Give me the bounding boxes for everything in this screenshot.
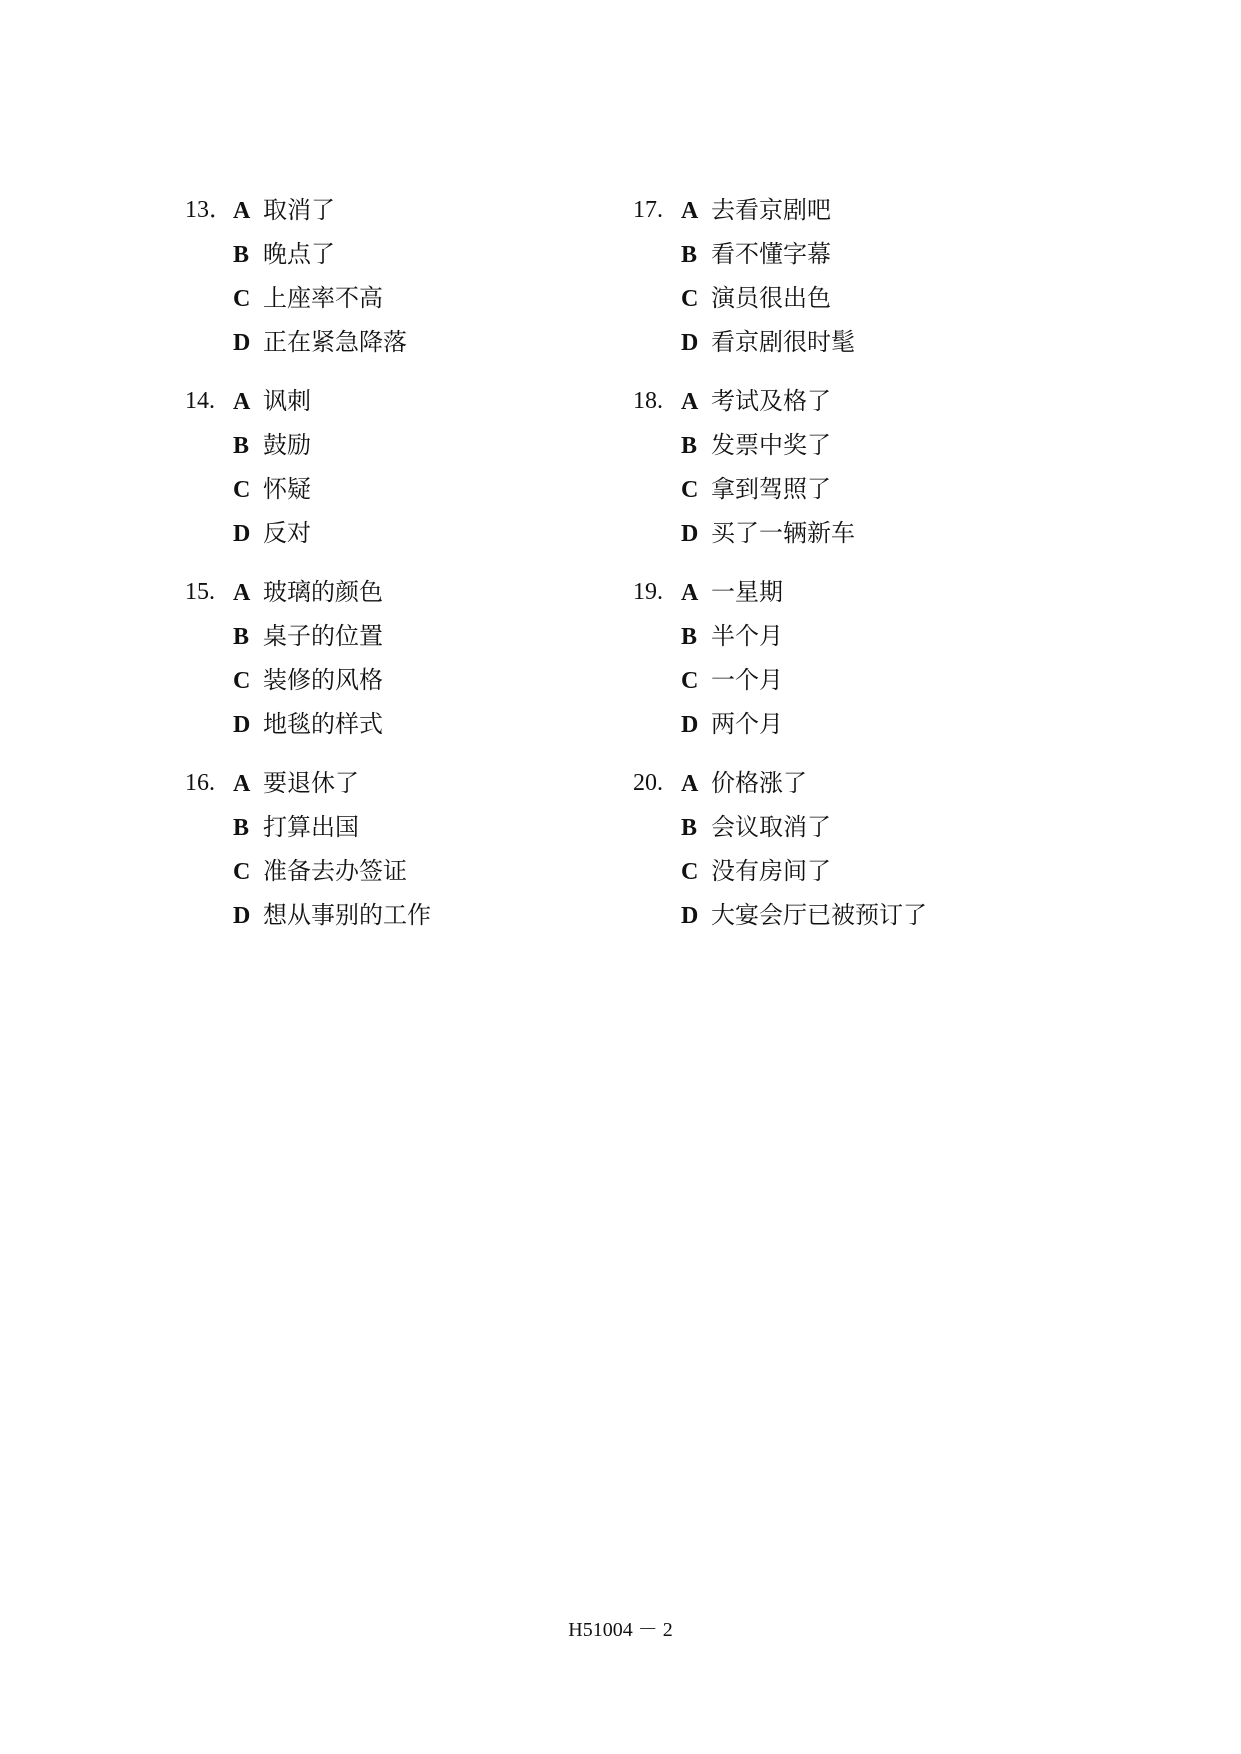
page-footer: H51004 － 2 xyxy=(568,1619,673,1641)
option-a xyxy=(681,763,807,803)
option-text: 两个月 xyxy=(711,710,783,738)
option-letter: D xyxy=(233,330,251,356)
option-letter: C xyxy=(681,668,699,694)
option-c xyxy=(681,278,831,318)
question-number: 17. xyxy=(633,197,663,223)
option-a xyxy=(233,381,311,421)
option-letter: D xyxy=(681,521,699,547)
option-letter: D xyxy=(233,712,251,738)
option-letter: C xyxy=(233,477,251,503)
option-text: 演员很出色 xyxy=(711,284,831,312)
option-text: 打算出国 xyxy=(263,813,359,841)
option-letter: C xyxy=(681,859,699,885)
option-letter: A xyxy=(681,771,699,797)
option-text: 看不懂字幕 xyxy=(711,240,831,268)
question-number: 16. xyxy=(185,770,215,796)
option-letter: B xyxy=(681,242,698,268)
question-number: 20. xyxy=(633,770,663,796)
option-text: 看京剧很时髦 xyxy=(711,328,855,356)
option-d xyxy=(681,704,783,744)
option-a xyxy=(233,572,383,612)
option-letter: B xyxy=(233,815,250,841)
option-text: 发票中奖了 xyxy=(711,431,831,459)
option-text: 半个月 xyxy=(711,622,783,650)
option-letter: A xyxy=(233,198,251,224)
option-text: 取消了 xyxy=(263,196,335,224)
option-letter: A xyxy=(681,198,699,224)
option-a xyxy=(681,572,783,612)
question-number: 19. xyxy=(633,579,663,605)
option-a xyxy=(681,190,831,230)
option-b xyxy=(681,234,831,274)
question-number: 18. xyxy=(633,388,663,414)
option-text: 讽刺 xyxy=(263,387,311,415)
option-b xyxy=(233,425,311,465)
option-text: 上座率不高 xyxy=(263,284,383,312)
option-letter: A xyxy=(681,580,699,606)
option-b xyxy=(233,234,335,274)
option-a xyxy=(233,763,359,803)
option-text: 反对 xyxy=(263,519,311,547)
option-letter: C xyxy=(233,859,251,885)
option-b xyxy=(681,616,783,656)
option-text: 一个月 xyxy=(711,666,783,694)
option-text: 准备去办签证 xyxy=(263,857,407,885)
option-c xyxy=(233,278,383,318)
option-d xyxy=(233,513,311,553)
option-c xyxy=(233,660,383,700)
option-letter: D xyxy=(233,903,251,929)
option-letter: D xyxy=(233,521,251,547)
option-letter: C xyxy=(233,668,251,694)
option-c xyxy=(681,851,831,891)
option-text: 装修的风格 xyxy=(263,666,383,694)
option-letter: A xyxy=(233,389,251,415)
option-text: 没有房间了 xyxy=(711,857,831,885)
option-letter: A xyxy=(233,771,251,797)
option-text: 考试及格了 xyxy=(711,387,831,415)
option-text: 地毯的样式 xyxy=(263,710,383,738)
option-c xyxy=(233,851,407,891)
option-text: 桌子的位置 xyxy=(263,622,383,650)
option-b xyxy=(681,807,831,847)
option-c xyxy=(233,469,311,509)
option-letter: B xyxy=(681,624,698,650)
option-letter: C xyxy=(681,286,699,312)
option-a xyxy=(233,190,335,230)
option-text: 玻璃的颜色 xyxy=(263,578,383,606)
question-number: 13． xyxy=(185,197,233,223)
option-letter: B xyxy=(233,242,250,268)
option-letter: B xyxy=(233,624,250,650)
option-letter: D xyxy=(681,712,699,738)
question-number: 15. xyxy=(185,579,215,605)
option-letter: D xyxy=(681,330,699,356)
option-text: 买了一辆新车 xyxy=(711,519,855,547)
option-d xyxy=(233,704,383,744)
option-letter: A xyxy=(233,580,251,606)
option-c xyxy=(681,660,783,700)
option-text: 一星期 xyxy=(711,578,783,606)
option-d xyxy=(681,513,855,553)
option-text: 怀疑 xyxy=(263,475,311,503)
option-text: 鼓励 xyxy=(263,431,311,459)
option-text: 正在紧急降落 xyxy=(263,328,407,356)
option-c xyxy=(681,469,831,509)
option-letter: B xyxy=(233,433,250,459)
option-d xyxy=(681,895,927,935)
option-a xyxy=(681,381,831,421)
option-text: 价格涨了 xyxy=(711,769,807,797)
option-b xyxy=(681,425,831,465)
option-text: 去看京剧吧 xyxy=(711,196,831,224)
option-letter: D xyxy=(681,903,699,929)
question-number: 14. xyxy=(185,388,215,414)
option-d xyxy=(233,895,431,935)
option-text: 晚点了 xyxy=(263,240,335,268)
option-letter: C xyxy=(233,286,251,312)
option-text: 拿到驾照了 xyxy=(711,475,831,503)
option-letter: B xyxy=(681,815,698,841)
option-b xyxy=(233,616,383,656)
option-letter: B xyxy=(681,433,698,459)
option-text: 想从事别的工作 xyxy=(263,901,431,929)
option-text: 会议取消了 xyxy=(711,813,831,841)
option-letter: A xyxy=(681,389,699,415)
option-b xyxy=(233,807,359,847)
option-d xyxy=(233,322,407,362)
option-text: 要退休了 xyxy=(263,769,359,797)
option-d xyxy=(681,322,855,362)
option-text: 大宴会厅已被预订了 xyxy=(711,901,927,929)
option-letter: C xyxy=(681,477,699,503)
